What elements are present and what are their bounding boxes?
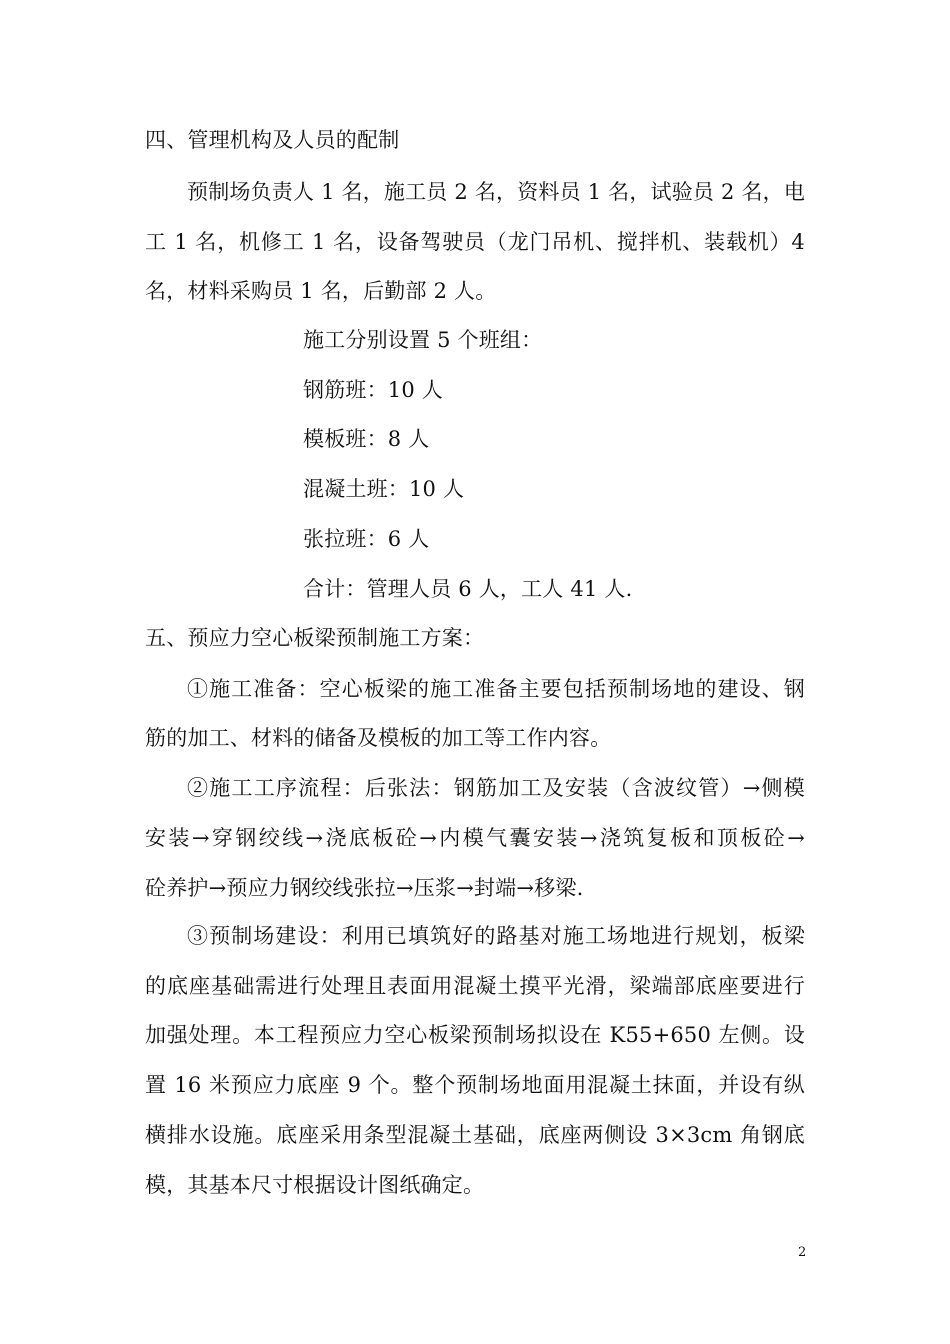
paragraph-line: ②施工工序流程：后张法：钢筋加工及安装（含波纹管）→侧模	[187, 776, 805, 800]
paragraph-line: 的底座基础需进行处理且表面用混凝土摸平光滑，梁端部底座要进行	[145, 974, 805, 998]
team-total: 合计：管理人员 6 人，工人 41 人.	[303, 577, 633, 601]
section-heading-4: 四、管理机构及人员的配制	[145, 128, 400, 152]
team-list-item: 钢筋班：10 人	[303, 378, 443, 402]
paragraph-line: 加强处理。本工程预应力空心板梁预制场拟设在 K55+650 左侧。设	[145, 1023, 805, 1047]
paragraph-line: ③预制场建设：利用已填筑好的路基对施工场地进行规划，板梁	[187, 924, 805, 948]
paragraph-line: 工 1 名，机修工 1 名，设备驾驶员（龙门吊机、搅拌机、装载机）4	[145, 230, 805, 254]
paragraph-line: 砼养护→预应力钢绞线张拉→压浆→封端→移梁.	[145, 876, 584, 900]
paragraph-line: 预制场负责人 1 名，施工员 2 名，资料员 1 名，试验员 2 名，电	[187, 180, 806, 204]
paragraph-line: 横排水设施。底座采用条型混凝土基础，底座两侧设 3×3cm 角钢底	[145, 1123, 805, 1147]
paragraph-line: 名，材料采购员 1 名，后勤部 2 人。	[145, 279, 497, 303]
paragraph-line: ①施工准备：空心板梁的施工准备主要包括预制场地的建设、钢	[187, 677, 805, 701]
page-number: 2	[798, 1245, 807, 1260]
paragraph-line: 模，其基本尺寸根据设计图纸确定。	[145, 1173, 485, 1197]
team-list-item: 张拉班：6 人	[303, 527, 430, 551]
team-list-intro: 施工分别设置 5 个班组：	[303, 328, 543, 352]
section-heading-5: 五、预应力空心板梁预制施工方案：	[145, 626, 485, 650]
team-list-item: 混凝土班：10 人	[303, 477, 465, 501]
paragraph-line: 安装→穿钢绞线→浇底板砼→内模气囊安装→浇筑复板和顶板砼→	[145, 826, 805, 850]
team-list-item: 模板班：8 人	[303, 427, 430, 451]
paragraph-line: 置 16 米预应力底座 9 个。整个预制场地面用混凝土抹面，并设有纵	[145, 1073, 805, 1097]
paragraph-line: 筋的加工、材料的储备及模板的加工等工作内容。	[145, 726, 612, 750]
